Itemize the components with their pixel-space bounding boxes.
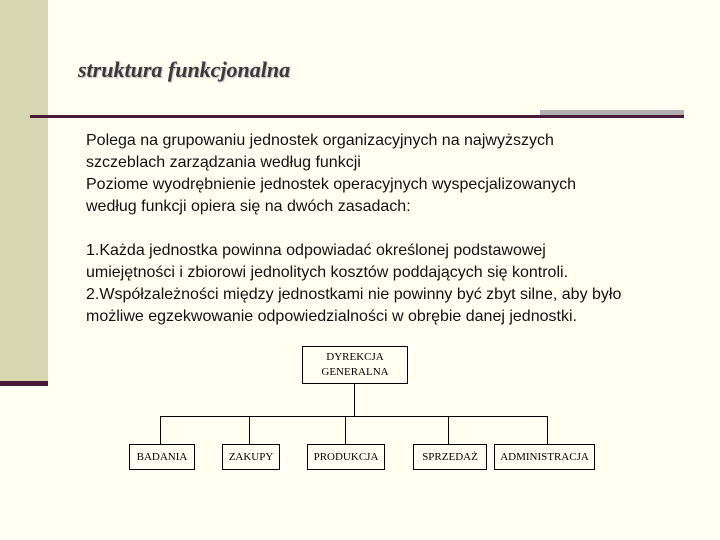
body-line: według funkcji opiera się na dwóch zasadach: xyxy=(86,198,411,215)
slide-body xyxy=(86,130,706,328)
slide-title: struktura funkcjonalna xyxy=(78,57,291,82)
org-box-label: BADANIA xyxy=(136,451,188,463)
title-divider xyxy=(30,115,684,118)
connector-drop xyxy=(345,416,346,444)
left-band-accent xyxy=(0,381,48,386)
org-box-label: ADMINISTRACJA xyxy=(500,451,589,463)
org-box-produkcja xyxy=(307,444,385,470)
org-box-zakupy xyxy=(222,444,280,470)
org-box-label: DYREKCJA xyxy=(326,351,384,363)
connector-drop xyxy=(249,416,250,444)
org-box-label: SPRZEDAŻ xyxy=(422,451,478,463)
org-box-badania xyxy=(129,444,195,470)
principle-line: 2.Współzależności między jednostkami nie powinny być zbyt silne, aby było xyxy=(86,286,622,303)
principle-line: 1.Każda jednostka powinna odpowiadać określonej podstawowej xyxy=(86,242,546,259)
org-box-label: ZAKUPY xyxy=(228,451,274,463)
principle-line: umiejętności i zbiorowi jednolitych kosztów poddających się kontroli. xyxy=(86,264,569,281)
org-box-dyrekcja-generalna xyxy=(302,346,408,384)
org-box-label: GENERALNA xyxy=(321,366,389,378)
connector-drop xyxy=(160,416,161,444)
body-line: Poziome wyodrębnienie jednostek operacyjnych wyspecjalizowanych xyxy=(86,176,577,193)
body-line: szczeblach zarządzania według funkcji xyxy=(86,154,361,171)
left-decorative-band xyxy=(0,0,48,383)
org-box-administracja xyxy=(494,444,595,470)
connector-drop xyxy=(448,416,449,444)
principle-line: możliwe egzekwowanie odpowiedzialności w obrębie danej jednostki. xyxy=(86,308,577,325)
org-box-sprzedaz xyxy=(413,444,487,470)
connector-drop xyxy=(547,416,548,444)
connector-horizontal xyxy=(160,416,548,417)
connector-vertical-main xyxy=(354,384,355,417)
body-line: Polega na grupowaniu jednostek organizacyjnych na najwyższych xyxy=(86,132,554,149)
org-box-label: PRODUKCJA xyxy=(313,451,379,463)
